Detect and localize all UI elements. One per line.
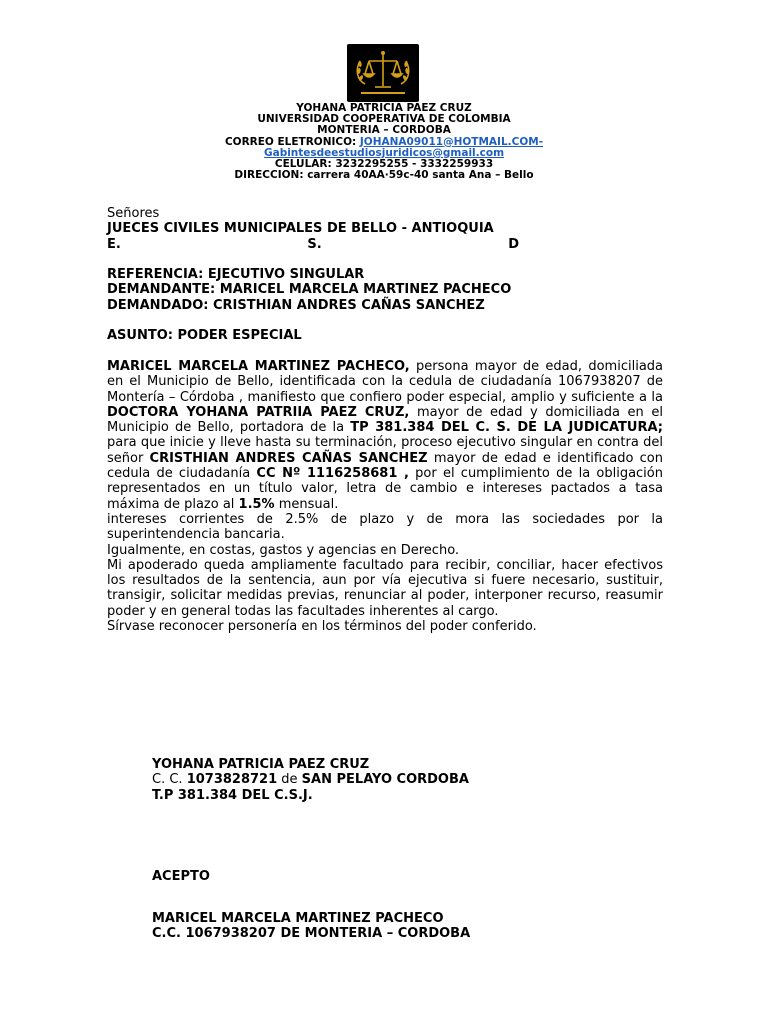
signature-attorney (152, 757, 469, 803)
p1-text-3: para que inicie y lleve hasta su terminación, proceso ejecutivo singular en contra del señor (107, 435, 663, 466)
p1-text-6: mensual. (274, 496, 339, 512)
grantor-name: MARICEL MARCELA MARTINEZ PACHECO, (107, 359, 410, 374)
court-name: JUECES CIVILES MUNICIPALES DE BELLO - ANTIOQUIA (107, 221, 494, 237)
letterhead-phone: CELULAR: 3232295255 - 3332259933 (274, 158, 494, 171)
letterhead-city: MONTERIA – CORDOBA (317, 124, 451, 137)
addressee-block (107, 206, 663, 252)
grantor-signer-cc: C.C. 1067938207 DE MONTERIA – CORDOBA (152, 926, 471, 942)
paragraph-4: Mi apoderado queda ampliamente facultado para recibir, conciliar, hacer efectivos los resultados de la sentencia, aun por vía ejecutiva si fuere necesario, sustituir, transigir, solicitar medidas previas, renunciar al poder, interponer recurso, reasumir poder y en general todas las facultades inherentes al cargo. (107, 557, 663, 619)
paragraph-1 (107, 359, 663, 512)
body-text (107, 359, 663, 634)
reference-block (107, 267, 663, 313)
paragraph-2: intereses corrientes de 2.5% de plazo y de mora las sociedades por la superintendencia bancaria. (107, 511, 663, 543)
grantor-signer-name: MARICEL MARCELA MARTINEZ PACHECO (152, 911, 444, 926)
paragraph-3: Igualmente, en costas, gastos y agencias en Derecho. (107, 542, 460, 558)
cc-place: SAN PELAYO CORDOBA (301, 772, 469, 788)
p1-text-2: mayor de edad y domiciliada en el Municipio de Bello, portadora de la (107, 404, 663, 436)
signer-tp: T.P 381.384 DEL C.S.J. (152, 787, 313, 803)
p1-text-1: persona mayor de edad, domiciliada en el Municipio de Bello, identificada con la cedula de ciudadanía 1067938207 de Montería – Córdoba , manifiesto que confiero poder especial, amplio y suficiente a la (107, 359, 664, 405)
interest-rate: 1.5% (238, 496, 275, 512)
letterhead-name: YOHANA PATRICIA PAEZ CRUZ (296, 102, 472, 114)
letterhead-address: DIRECCION: carrera 40AA·59c-40 santa Ana – Bello (234, 169, 534, 182)
asunto-line: ASUNTO: PODER ESPECIAL (107, 328, 302, 343)
letterhead-university: UNIVERSIDAD COOPERATIVA DE COLOMBIA (257, 113, 511, 126)
acepto-label: ACEPTO (152, 869, 210, 884)
p1-text-4: mayor de edad e identificado con cedula de ciudadanía (107, 450, 663, 482)
scales-icon (347, 44, 419, 102)
signature-grantor (152, 911, 470, 942)
demandante-line: DEMANDANTE: MARICEL MARCELA MARTINEZ PACHECO (107, 282, 512, 298)
esd-e: E. (107, 236, 121, 252)
cc-number: 1073828721 (186, 772, 278, 788)
email-link-1[interactable]: JOHANA09011@HOTMAIL.COM- (359, 135, 544, 148)
esd-s: S. (307, 236, 322, 252)
email-label: CORREO ELETRONICO: (224, 135, 360, 148)
cc-de: de (277, 772, 302, 788)
defendant-name: CRISTHIAN ANDRES CAÑAS SANCHEZ (149, 450, 428, 466)
salutation: Señores (107, 206, 160, 221)
esd-d: D (508, 236, 519, 252)
scales-of-justice-logo (347, 44, 419, 102)
p1-text-5: por el cumplimiento de la obligación representados en un título valor, letra de cambio e intereses pactados a tasa máxima de plazo al (107, 466, 663, 512)
attorney-name: DOCTORA YOHANA PATRIIA PAEZ CRUZ, (107, 404, 410, 420)
paragraph-5: Sírvase reconocer personería en los términos del poder conferido. (107, 619, 537, 635)
signer-cc (152, 772, 469, 787)
referencia-line: REFERENCIA: EJECUTIVO SINGULAR (107, 267, 365, 282)
esd-line (107, 237, 519, 252)
cc-prefix: C. C. (152, 772, 187, 788)
demandado-line: DEMANDADO: CRISTHIAN ANDRES CAÑAS SANCHEZ (107, 297, 485, 313)
letterhead (0, 103, 768, 181)
email-link-2[interactable]: Gabintesdeestudiosjuridicos@gmail.com (263, 146, 505, 159)
attorney-tp: TP 381.384 DEL C. S. DE LA JUDICATURA; (350, 420, 663, 436)
defendant-cc: CC Nº 1116258681 , (256, 466, 409, 482)
signer-name: YOHANA PATRICIA PAEZ CRUZ (152, 757, 370, 772)
